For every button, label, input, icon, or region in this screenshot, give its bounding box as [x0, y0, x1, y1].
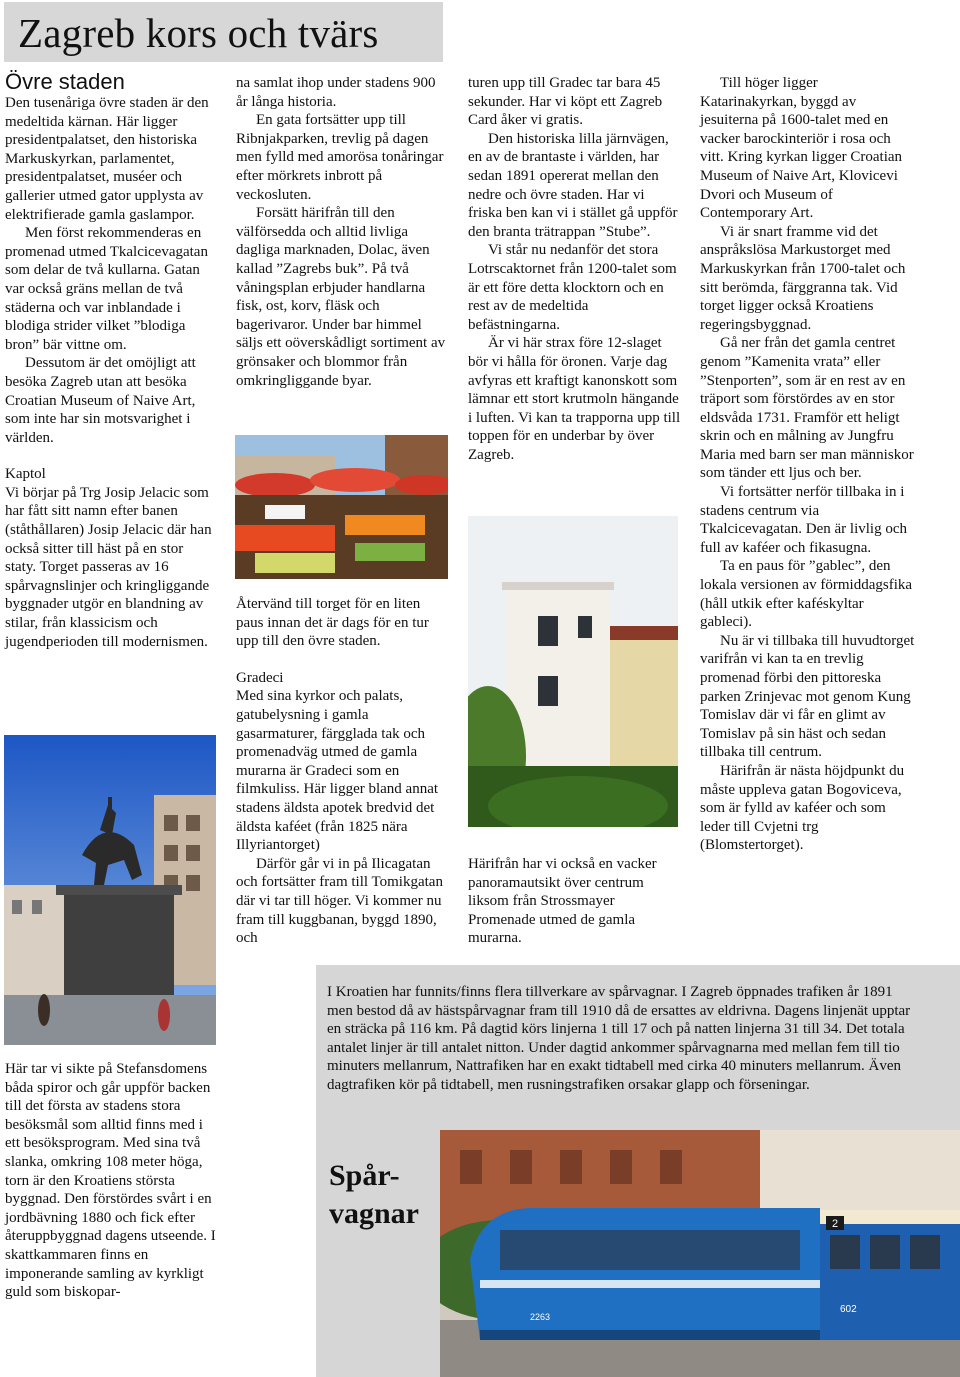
tram-route-number: 2 — [831, 1218, 839, 1230]
paragraph: En gata fortsätter upp till Ribnjakparken, trevlig på dagen men fylld med amorösa tonåringar efter mörkrets inbrott på veckosluten. — [236, 112, 444, 203]
paragraph: Vi börjar på Trg Josip Jelacic som har fått sitt namn efter banen (ståthållaren) Josip Jelacic där han också sitter till häst på en stor staty. Torget passeras av 16 spårvagnslinjer och kringliggande byggnader utgör en blandning av stilar, från klassicism och jugendperioden till modernismen. — [5, 484, 212, 650]
paragraph: Med sina kyrkor och palats, gatubelysning i gamla gasarmaturer, färgglada tak och promenadväg utmed de gamla murarna är Gradeci som en filmkuliss. Här ligger bland annat stadens äldsta apotek bredvid det äldsta kaféet (från 1825 nära Illyriantorget) — [236, 688, 439, 854]
photo-trams — [440, 1130, 960, 1377]
photo-lotrscak-tower — [468, 516, 678, 827]
paragraph: I Kroatien har funnits/finns flera tillverkare av spårvagnar. I Zagreb öppnades trafiken år 1891 men bestod då av hästspårvagnar fram till 1910 då de ersattes av eldrivna. Dagens linjenät upptar en sträcka på 116 km. På dagtid körs linjerna 1 till 17 och på natten linjerna 31 till 34. Det totala antalet linjer är till antalet nitton. Under dagtid ankommer spårvagnarna med mellan fem till tio minuters mellanrum, Nattrafiken har en exakt tidtabell med cirka 40 minuters mellanrum. Även dagtrafiken kör på tidtabell, men rusningstrafiken orsakar glapp och förseningar. — [327, 984, 911, 1093]
paragraph: Vi fortsätter nerför tillbaka in i stadens centrum via Tkalcicevagatan. Den är livlig och full av kaféer och fikasugna. — [700, 484, 907, 556]
paragraph: Därför går vi in på Ilicagatan och fortsätter fram till Tomikgatan där vi tar till höger. Vi kommer nu fram till kuggbanan, byggd 1890, och — [236, 855, 443, 947]
paragraph: Men först rekommenderas en promenad utmed Tkalcicevagatan som delar de två kullarna. Gatan var också gräns mellan de två städerna och var inblandade i blodiga strider vilket ”blodiga bron” bär vittne om. — [5, 225, 208, 353]
tram-heading-line-2: vagnar — [329, 1197, 419, 1230]
paragraph: Ta en paus för ”gablec”, den lokala versionen av förmiddagsfika (håll utkik efter kaféskyltar gableci). — [700, 558, 913, 631]
column-4 — [700, 74, 915, 855]
paragraph: Den historiska lilla järnvägen, en av de brantaste i världen, har sedan 1891 opererat mellan den nedre och övre staden. Har vi friska ben kan vi i stället gå uppför den branta trätrappan ”Stube”. — [468, 130, 678, 240]
column-2-continued — [236, 595, 450, 948]
paragraph: Återvänd till torget för en liten paus innan det är dags för en tur upp till den övre staden. — [236, 596, 429, 650]
paragraph: Gå ner från det gamla centret genom ”Kamenita vrata” eller ”Stenporten”, som är en rest av en träport som förstördes av en stor eldsvåda 1731. Framför ett heligt skrin och en målning av Jungfru Maria med barn ser man människor som tänder ett ljus och ber. — [700, 335, 914, 482]
paragraph: Dessutom är det omöjligt att besöka Zagreb utan att besöka Croatian Museum of Naive Art, som inte har sin motsvarighet i världen. — [5, 355, 196, 446]
column-3 — [468, 74, 682, 464]
paragraph: Vi står nu nedanför det stora Lotrscaktornet från 1200-talet som är ett före detta klocktorn och en rest av de medeltida befästningarna. — [468, 242, 677, 333]
section-heading-ovre-staden: Övre staden — [5, 69, 125, 94]
paragraph: Härifrån har vi också en vacker panoramautsikt över centrum liksom från Strossmayer Promenade utmed de gamla murarna. — [468, 856, 657, 947]
new-tram-number: 2263 — [530, 1312, 551, 1322]
paragraph: turen upp till Gradec tar bara 45 sekunder. Har vi köpt ett Zagreb Card åker vi gratis. — [468, 75, 663, 129]
title-banner — [4, 2, 443, 62]
old-tram-number: 602 — [840, 1304, 857, 1315]
tram-info-text — [327, 983, 917, 1095]
column-1 — [5, 70, 215, 651]
page-title: Zagreb kors och tvärs — [18, 10, 379, 56]
paragraph: Till höger ligger Katarinakyrkan, byggd av jesuiterna på 1600-talet med en vacker barockinteriör i rosa och vitt. Kring kyrkan ligger Croatian Museum of Naive Art, Klovicevi Dvori och Museum of Contemporary Art. — [700, 75, 903, 222]
paragraph: Är vi här strax före 12-slaget bör vi hålla för öronen. Varje dag avfyras ett kraftigt kanonskott som lämnar ett stort krutmoln hängande i luften. Vi kan ta trapporna upp till toppen för en underbar by över Zagreb. — [468, 335, 681, 463]
paragraph: Nu är vi tillbaka till huvudtorget varifrån vi kan ta en trevlig promenad förbi den pittoreska parken Zrinjevac mot genom Kung Tomislav där vi får en glimt av Tomislav på sin häst och sedan tillbaka till centrum. — [700, 632, 915, 761]
photo-jelacic-statue — [4, 735, 216, 1045]
column-2 — [236, 74, 450, 390]
paragraph: Den tusenåriga övre staden är den medeltida kärnan. Här ligger presidentpalatset, den historiska Markuskyrkan, parlamentet, presidentpalatset, muséer och gallerier utmed gator upplysta av elektrifierade gamla gaslampor. — [5, 95, 209, 223]
column-3-continued — [468, 855, 682, 948]
section-heading-gradeci: Gradeci — [236, 669, 284, 686]
tram-heading-line-1: Spår- — [329, 1159, 400, 1192]
section-heading-kaptol: Kaptol — [5, 466, 46, 483]
tram-heading — [329, 1157, 439, 1233]
paragraph: Härifrån är nästa höjdpunkt du måste uppleva gatan Bogoviceva, som är fylld av kaféer och som leder till Cvjetni trg (Blomstertorget). — [700, 762, 905, 854]
paragraph: na samlat ihop under stadens 900 år långa historia. — [236, 75, 436, 110]
paragraph: Här tar vi sikte på Stefansdomens båda spiror och går uppför backen till det första av stadens stora besöksmål som alltid finns med i ett besöksprogram. Med sina två slanka, omkring 108 meter höga, torn är den Kroatiens största byggnad. Den förstördes svårt i en jordbävning 1880 och fick efter återuppbyggnad dagens utseende. I skattkammaren finns en imponerande samling av kyrkligt guld som biskopar- — [5, 1061, 216, 1301]
paragraph: Forsätt härifrån till den välförsedda och alltid livliga dagliga marknaden, Dolac, även kallad ”Zagrebs buk”. På två våningsplan erbjuder handlarna fisk, ost, korv, fläsk och bagerivaror. Under bar himmel säljs ett oöverskådligt sortiment av grönsaker och blommor från omkringliggande byar. — [236, 205, 446, 389]
column-1-continued — [5, 1060, 217, 1302]
photo-dolac-market — [235, 435, 448, 579]
paragraph: Vi är snart framme vid det anspråkslösa Markustorget med Markuskyrkan från 1700-talet och sitt berömda, färggranna tak. Vid torget ligger också Kroatiens regeringsbyggnad. — [700, 223, 906, 333]
